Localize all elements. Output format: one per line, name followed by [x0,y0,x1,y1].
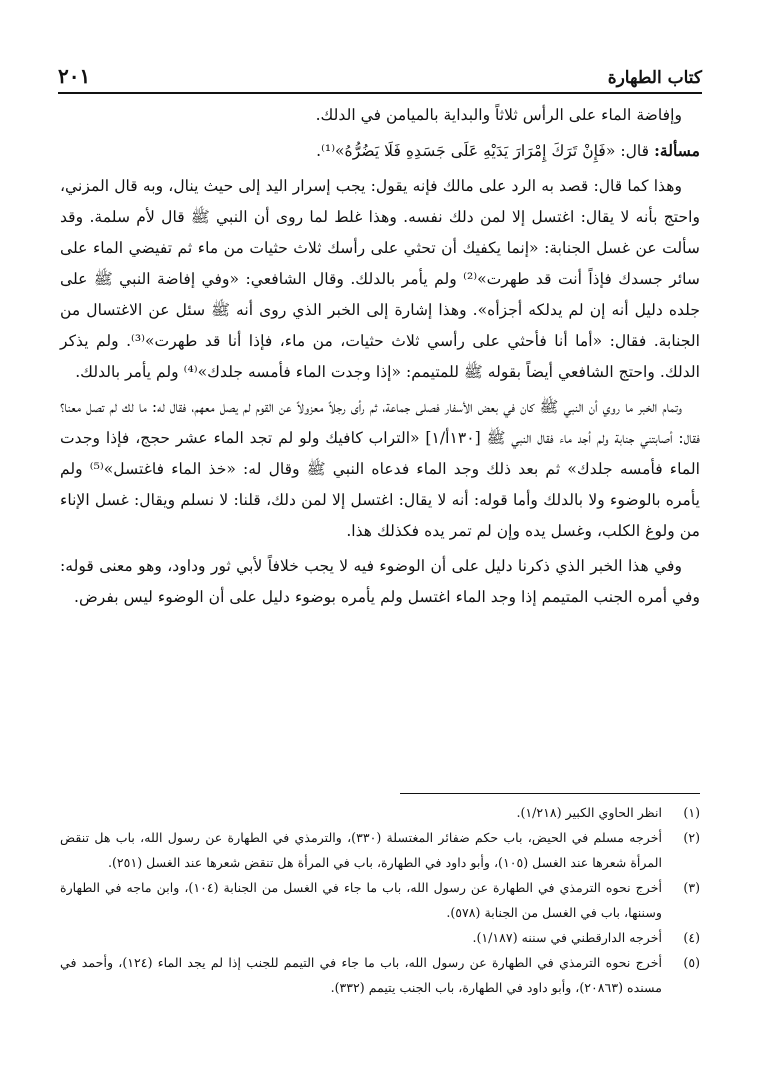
footnote [60,950,700,1000]
footnote [60,800,700,825]
issue-label: مسألة: [654,141,700,160]
footnote-text: أخرجه الدارقطني في سننه (١/١٨٧). [472,930,662,945]
paragraph: وهذا كما قال: قصد به الرد على مالك فإنه يقول: يجب إسرار اليد إلى حيث ينال، وبه قال المزني، واحتج بأنه لا يقال: اغتسل إلا لمن دلك نفسه. وهذا غلط لما روى أن النبي ﷺ قال لأم سلمة. وقد سألت عن غسل الجنابة: «إنما يكفيك أن تحثي على رأسك ثلاث حثيات من ماء ثم تفيضي الماء على سائر جسدك فإذاً أنت قد طهرت»⁽²⁾ ولم يأمر بالدلك. وقال الشافعي: «وفي إفاضة النبي ﷺ على جلده دليل أنه إن لم يدلكه أجزأه». وهذا إشارة إلى الخبر الذي روى أنه ﷺ سئل عن الاغتسال من الجنابة. فقال: «أما أنا فأحثي على رأسي ثلاث حثيات، من ماء، فإذا أنا قد طهرت»⁽³⁾. ولم يذكر الدلك. واحتج الشافعي أيضاً بقوله ﷺ للمتيمم: «إذا وجدت الماء فأمسه جلدك»⁽⁴⁾ ولم يأمر بالدلك. [60,177,700,381]
paragraph: وإفاضة الماء على الرأس ثلاثاً والبداية بالميامن في الدلك. [315,106,682,124]
footnote-number: (٥) [683,955,700,970]
footnotes [60,800,700,1000]
footnote [60,875,700,925]
footnote-text: أخرج نحوه الترمذي في الطهارة عن رسول الله، باب ما جاء في التيمم للجنب إذا لم يجد الماء (١٢٤)، وأحمد في مسنده (٢٠٨٦٣)، وأبو داود في الطهارة، باب الجنب يتيمم (٣٣٢). [60,955,662,995]
page-number: ٢٠١ [58,64,91,88]
footnote [60,825,700,875]
footnote-text: انظر الحاوي الكبير (١/٢١٨). [516,805,662,820]
footnote-divider [400,793,700,794]
footnote-text: أخرجه مسلم في الحيض، باب حكم ضفائر المغتسلة (٣٣٠)، والترمذي في الطهارة عن رسول الله، باب هل تنقض المرأة شعرها عند الغسل (١٠٥)، وأبو داود في الطهارة، باب في المرأة هل تنقض شعرها عند الغسل (٢٥١). [60,830,663,870]
footnote-number: (٢) [683,830,700,845]
issue-paragraph [60,135,700,167]
issue-text: قال: «فَإِنْ تَرَكَ إِمْرَارَ يَدَيْهِ عَلَى جَسَدِهِ فَلَا يَضُرُّهُ»⁽¹⁾. [316,142,650,160]
footnote [60,925,700,950]
main-text [60,100,700,617]
footnote-text: أخرج نحوه الترمذي في الطهارة عن رسول الله، باب ما جاء في الغسل من الجنابة (١٠٤)، وابن ماجه في الطهارة وسننها، باب في الغسل من الجنابة (٥٧٨). [60,880,662,920]
paragraph: وفي هذا الخبر الذي ذكرنا دليل على أن الوضوء فيه لا يجب خلافاً لأبي ثور وداود، وهو معنى قوله: وفي أمره الجنب المتيمم إذا وجد الماء اغتسل ولم يأمره بوضوء دليل على أن الوضوء ليس بفرض. [60,557,700,606]
footnote-number: (٤) [683,930,700,945]
page-header [58,54,702,94]
footnote-number: (٣) [683,880,700,895]
book-title: كتاب الطهارة [607,68,702,88]
paragraph: وتمام الخبر ما روي أن النبي ﷺ كان في بعض الأسفار فصلى جماعة، ثم رأى رجلاً معزولاً عن القوم لم يصل معهم، فقال له: ما لك لم تصل معنا؟ فقال: أصابتني جنابة ولم أجد ماء فقال النبي ﷺ [١٣٠أ/١] «التراب كافيك ولو لم تجد الماء عشر حجج، فإذا وجدت الماء فأمسه جلدك» ثم بعد ذلك وجد الماء فدعاه النبي ﷺ وقال له: «خذ الماء فاغتسل»⁽⁵⁾ ولم يأمره بالوضوء ولا بالدلك وأما قوله: أنه لا يقال: اغتسل إلا لمن دلك، قلنا: لا نسلم ويقال: غسل الإناء من ولوغ الكلب، وغسل يده وإن لم تمر يده فكذلك هذا. [60,398,700,540]
footnote-number: (١) [683,805,700,820]
